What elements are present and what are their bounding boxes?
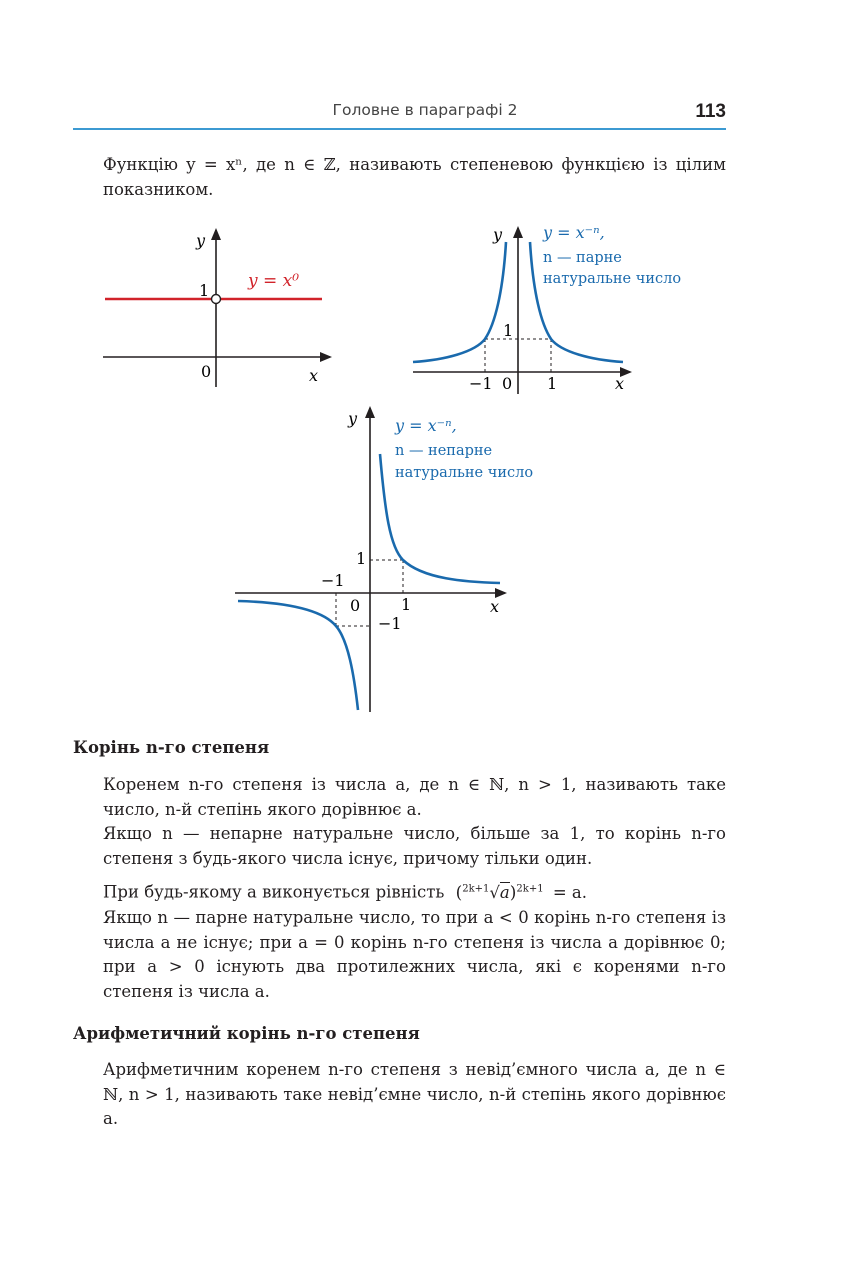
formula-label: y = x⁻ⁿ, <box>395 416 457 435</box>
section-heading-arith-root: Арифметичний корінь n-го степеня <box>73 1024 420 1043</box>
curve-negative <box>238 601 358 710</box>
graph-odd <box>230 402 560 714</box>
x-axis-label: x <box>615 374 625 393</box>
one-label: 1 <box>199 281 210 300</box>
y-axis-label: y <box>493 225 503 244</box>
radicand: a <box>499 882 510 902</box>
x-axis-label: x <box>490 597 500 616</box>
intro-paragraph: Функцію y = xⁿ, де n ∈ ℤ, називають степеневою функцією із цілим показником. <box>103 155 726 199</box>
page-number: 113 <box>695 101 726 122</box>
formula-label: y = x⁻ⁿ, <box>543 223 605 242</box>
odd-root-paragraph: Якщо n — непарне натуральне число, більше за 1, то корінь n-го степеня з будь-якого числа існує, причому тільки один. <box>103 824 726 868</box>
hole-point <box>212 295 221 304</box>
x-tick-1: 1 <box>401 595 412 614</box>
curve-left <box>413 242 506 362</box>
note-line-2: натуральне число <box>543 271 682 287</box>
root-index: 2k+1 <box>462 883 490 894</box>
x-axis-label: x <box>309 366 319 385</box>
note-line-1: n — парне <box>543 250 622 266</box>
formula-tail: = a. <box>552 882 587 902</box>
radical-sign: √ <box>489 882 500 902</box>
arith-root-definition: Арифметичним коренем n-го степеня з невід’ємного числа a, де n ∈ ℕ, n > 1, називають таке невід’ємне число, n-й степінь якого дорівнює a. <box>103 1060 726 1128</box>
graph-even <box>405 222 705 397</box>
identity-paragraph <box>103 877 726 905</box>
root-definition: Коренем n-го степеня із числа a, де n ∈ ℕ, n > 1, називають таке число, n-й степінь якого дорівнює a. <box>103 775 726 819</box>
y-axis-label: y <box>348 409 358 428</box>
x-tick-neg1: −1 <box>469 374 493 393</box>
y-tick-1: 1 <box>503 321 514 340</box>
exponent: 2k+1 <box>516 883 544 894</box>
note-line-1: n — непарне <box>395 443 493 459</box>
note-line-2: натуральне число <box>395 465 534 481</box>
running-header-title: Головне в параграфі 2 <box>332 101 518 119</box>
origin-label: 0 <box>201 362 212 381</box>
section-heading-root: Корінь n-го степеня <box>73 738 270 757</box>
header-rule <box>73 128 726 130</box>
y-tick-1: 1 <box>356 549 367 568</box>
formula-label: y = x⁰ <box>248 271 300 291</box>
root-identity-formula: $(^{2k+1}√a)^{2k+1} = a$. <box>455 882 587 903</box>
x-tick-neg1: −1 <box>321 571 345 590</box>
y-tick-neg1: −1 <box>378 614 402 633</box>
graph-constant <box>95 222 345 392</box>
x-tick-1: 1 <box>547 374 558 393</box>
origin-label: 0 <box>502 374 513 393</box>
even-root-paragraph: Якщо n — парне натуральне число, то при a < 0 корінь n-го степеня із числа a не існує; при a = 0 корінь n-го степеня із числа a дорівнює 0; при a > 0 існують два протилежних числа, які є коренями n-го степеня із числа a. <box>103 908 726 1001</box>
origin-label: 0 <box>350 596 361 615</box>
identity-prefix: При будь-якому a виконується рівність <box>103 882 445 902</box>
y-axis-label: y <box>196 231 206 250</box>
